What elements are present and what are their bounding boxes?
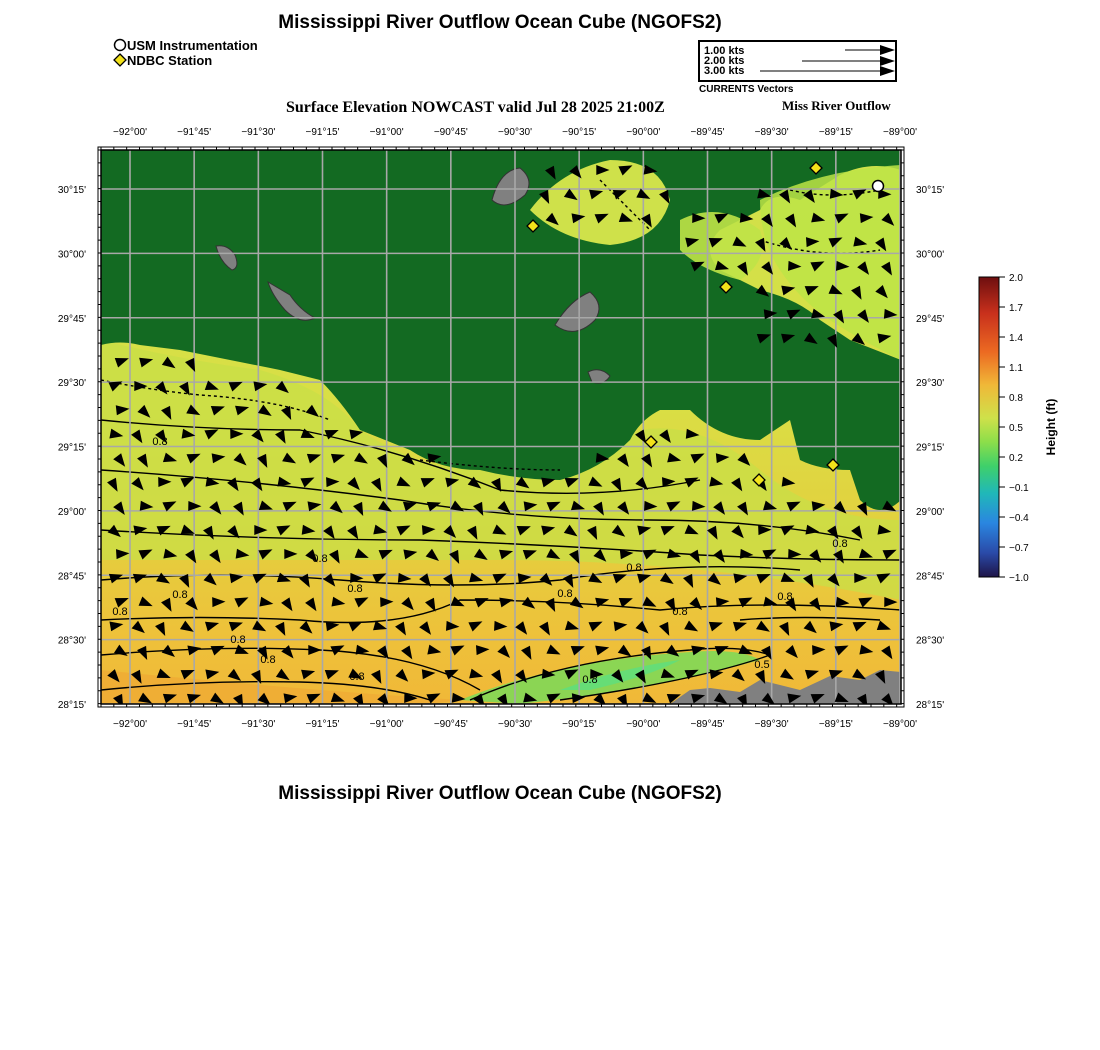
ndbc-legend-label: NDBC Station (127, 53, 213, 68)
vector-key-label-1: 1.00 kts (704, 45, 745, 57)
contour-label: 0.8 (557, 588, 573, 600)
lon-tick-label-top: −92°00' (113, 127, 147, 138)
lat-tick-label-right: 29°45' (916, 313, 945, 325)
colorbar-label: Height (ft) (1044, 398, 1058, 456)
colorbar-tick-label: 1.4 (1009, 333, 1023, 344)
colorbar-tick-label: −1.0 (1009, 573, 1029, 584)
contour-label: 0.8 (312, 553, 328, 565)
colorbar-tick-label: −0.4 (1009, 513, 1029, 524)
colorbar-tick-label: −0.7 (1009, 543, 1029, 554)
lat-tick-label-right: 29°00' (916, 506, 945, 518)
contour-label: 0.8 (260, 654, 276, 666)
vector-key-label-2: 2.00 kts (704, 55, 745, 67)
contour-label: 0.8 (112, 606, 128, 618)
lon-tick-label-bottom: −91°45' (177, 719, 212, 730)
lat-tick-label-right: 30°15' (916, 185, 945, 196)
contour-label: 0.8 (152, 436, 168, 448)
lat-tick-label-right: 28°30' (916, 635, 945, 647)
lat-tick-label-right: 28°15' (916, 700, 945, 711)
contour-label: 0.5 (754, 659, 770, 671)
contour-label: 0.8 (172, 589, 188, 601)
colorbar-tick-label: 0.5 (1009, 423, 1023, 434)
contour-label: 0.8 (349, 671, 365, 683)
colorbar-tick-label: 2.0 (1009, 273, 1023, 284)
lat-tick-label-left: 29°00' (57, 506, 86, 518)
region-label: Miss River Outflow (782, 98, 891, 113)
lat-tick-label-right: 29°15' (916, 442, 945, 454)
lat-tick-label-left: 28°30' (57, 635, 86, 647)
contour-label: 0.8 (832, 538, 848, 550)
lon-tick-label-bottom: −89°45' (690, 719, 725, 730)
lat-tick-label-left: 28°15' (57, 700, 86, 711)
usm-legend-label: USM Instrumentation (127, 38, 258, 53)
lat-tick-label-left: 29°30' (57, 378, 86, 390)
lon-tick-label-bottom: −89°00' (883, 719, 917, 730)
contour-label: 0.8 (230, 634, 246, 646)
lat-tick-label-right: 28°45' (916, 571, 945, 583)
map-subtitle: Surface Elevation NOWCAST valid Jul 28 2025 21:00Z (286, 99, 665, 116)
lat-tick-label-left: 30°00' (57, 249, 86, 261)
contour-label: 0.8 (582, 674, 598, 686)
lon-tick-label-top: −90°00' (626, 127, 661, 138)
lat-tick-label-left: 28°45' (57, 571, 86, 583)
colorbar-tick-label: 1.1 (1009, 363, 1023, 374)
contour-label: 0.8 (777, 591, 793, 603)
colorbar (975, 265, 1095, 595)
contour-label: 0.8 (626, 562, 642, 574)
vector-key-caption: CURRENTS Vectors (699, 84, 794, 95)
lat-tick-label-left: 29°15' (57, 442, 86, 454)
lon-tick-label-top: −90°45' (433, 127, 468, 138)
lon-tick-label-bottom: −90°00' (626, 719, 661, 730)
vector-key-label-3: 3.00 kts (704, 65, 745, 77)
lon-tick-label-top: −89°30' (754, 127, 789, 138)
lon-tick-label-top: −89°00' (883, 127, 917, 138)
lon-tick-label-bottom: −92°00' (113, 719, 147, 730)
lon-tick-label-bottom: −90°15' (562, 719, 597, 730)
lon-tick-label-top: −90°15' (562, 127, 597, 138)
colorbar-tick-label: 0.8 (1009, 393, 1023, 404)
lat-tick-label-left: 30°15' (57, 185, 86, 196)
contour-label: 0.8 (672, 606, 688, 618)
secondary-title: Mississippi River Outflow Ocean Cube (NGOFS2) (278, 783, 722, 804)
lon-tick-label-top: −89°45' (690, 127, 725, 138)
lon-tick-label-bottom: −90°45' (433, 719, 468, 730)
main-title: Mississippi River Outflow Ocean Cube (NGOFS2) (278, 12, 722, 33)
colorbar-tick-label: 1.7 (1009, 303, 1023, 314)
lat-tick-label-right: 29°30' (916, 378, 945, 390)
contour-label: 0.8 (347, 583, 363, 595)
colorbar-tick-label: 0.2 (1009, 453, 1023, 464)
lon-tick-label-bottom: −89°15' (818, 719, 853, 730)
colorbar-tick-label: −0.1 (1009, 483, 1029, 494)
lon-tick-label-top: −90°30' (498, 127, 532, 138)
lon-tick-label-top: −89°15' (818, 127, 853, 138)
colorbar-gradient (979, 277, 999, 577)
lat-tick-label-left: 29°45' (57, 313, 86, 325)
lon-tick-label-top: −91°45' (177, 127, 212, 138)
lon-tick-label-bottom: −89°30' (754, 719, 789, 730)
lon-tick-label-top: −91°15' (305, 127, 340, 138)
lon-tick-label-top: −91°30' (241, 127, 276, 138)
usm-station-marker (873, 181, 884, 192)
lon-tick-label-bottom: −91°30' (241, 719, 276, 730)
lat-tick-label-right: 30°00' (916, 249, 945, 261)
lon-tick-label-top: −91°00' (369, 127, 404, 138)
lon-tick-label-bottom: −91°15' (305, 719, 340, 730)
lon-tick-label-bottom: −90°30' (498, 719, 532, 730)
lon-tick-label-bottom: −91°00' (369, 719, 404, 730)
